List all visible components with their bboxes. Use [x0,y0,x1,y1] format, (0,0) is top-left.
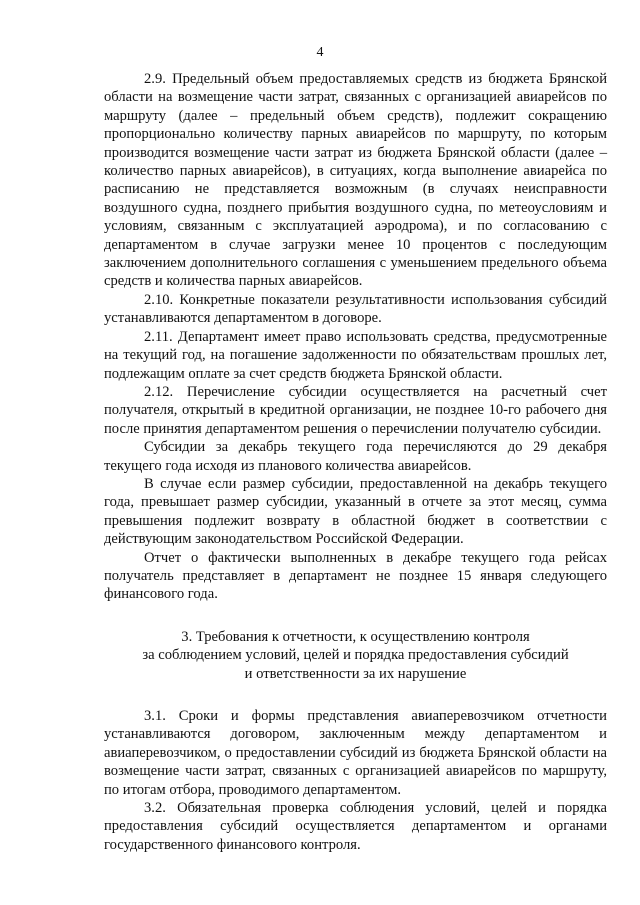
section-heading-line: за соблюдением условий, целей и порядка предоставления субсидий [142,647,569,664]
paragraph-2-11: 2.11. Департамент имеет право использовать средства, предусмотренные на текущий год, на погашение задолженности по обязательствам прошлых лет, подлежащим оплате за счет средств бюджета Брянской области. [104,328,607,382]
paragraph-3-2: 3.2. Обязательная проверка соблюдения условий, целей и порядка предоставления субсидий осуществляется департаментом и органами государственного финансового контроля. [104,800,607,853]
paragraph-december-subsidy: Субсидии за декабрь текущего года перечисляются до 29 декабря текущего года исходя из планового количества авиарейсов. [104,439,607,474]
paragraph-3-1: 3.1. Сроки и формы представления авиаперевозчиком отчетности устанавливаются договором, заключенным между департаментом и авиаперевозчиком, о предоставлении субсидий из бюджета Брянской области на возмещение части затрат, связанных с организацией авиарейсов по маршруту, по итогам отбора, проводимого департаментом. [104,708,607,798]
paragraph-excess-return: В случае если размер субсидии, предоставленной на декабрь текущего года, превышает размер субсидии, указанный в отчете за этот месяц, сумма превышения подлежит возврату в областной бюджет в соответствии с действующим законодательством Российской Федерации. [104,475,607,548]
paragraph-2-10: 2.10. Конкретные показатели результативности использования субсидий устанавливаются департаментом в договоре. [104,291,607,327]
section-3-heading [104,628,607,683]
section-heading-line: 3. Требования к отчетности, к осуществлению контроля [181,628,530,645]
paragraph-december-report: Отчет о фактически выполненных в декабре текущего года рейсах получатель представляет в департамент не позднее 15 января следующего финансового года. [104,549,607,603]
paragraph-2-12: 2.12. Перечисление субсидии осуществляется на расчетный счет получателя, открытый в кредитной организации, не позднее 10-го рабочего дня после принятия департаментом решения о перечислении получателю субсидии. [104,383,607,437]
paragraph-2-9: 2.9. Предельный объем предоставляемых средств из бюджета Брянской области на возмещение части затрат, связанных с организацией авиарейсов по маршруту (далее – предельный объем средств), подлежит сокращению пропорционально количеству парных авиарейсов по маршруту, по которым производится возмещение части затрат из бюджета Брянской области (далее – количество парных авиарейсов), в ситуациях, когда выполнение авиарейса по расписанию не представляется возможным (в случаях неисправности воздушного судна, позднего прибытия воздушного судна, по метеоусловиям и условиям, связанным с эксплуатацией аэродрома), и по согласованию с департаментом в случае загрузки менее 10 процентов с последующим заключением дополнительного соглашения с уменьшением предельного объема средств и количества парных авиарейсов. [104,71,607,290]
document-body [104,70,607,854]
section-heading-line: и ответственности за их нарушение [244,665,467,682]
page-number: 4 [316,45,324,60]
